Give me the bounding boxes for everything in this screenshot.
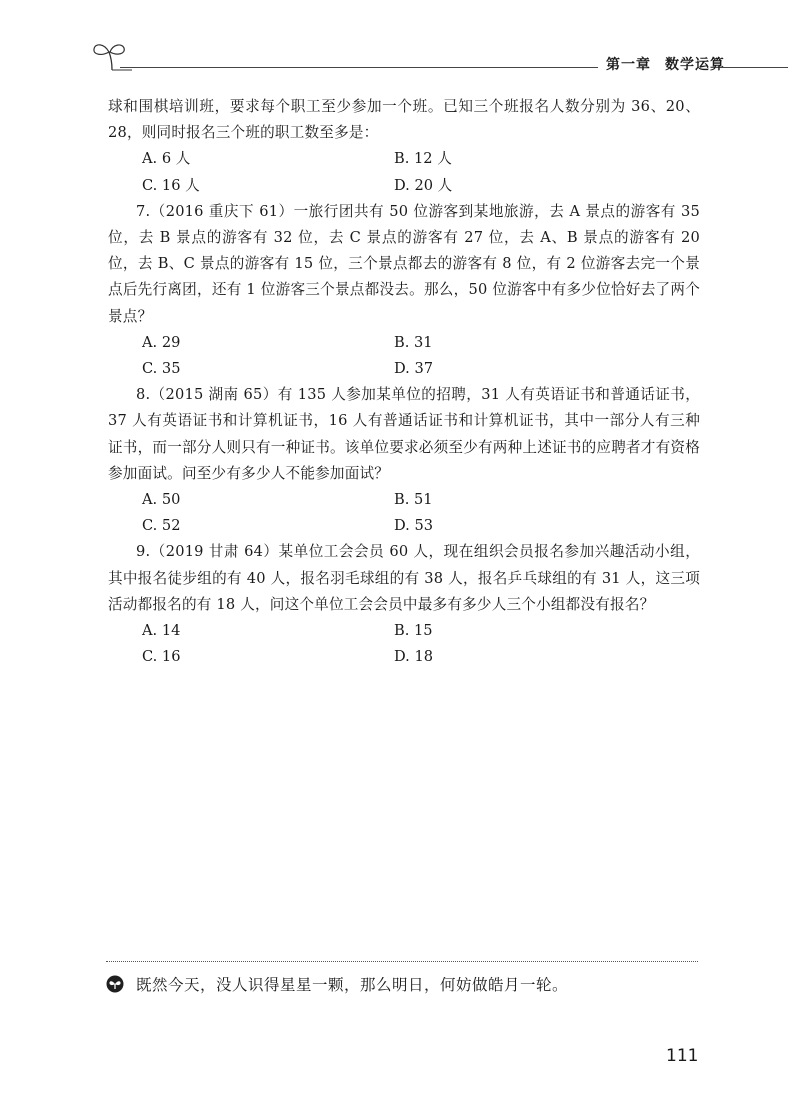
header-rule-right [720,67,788,68]
option-b: B. 31 [394,333,433,351]
option-a: A. 14 [142,622,181,640]
chapter-heading [606,54,725,74]
motivational-quote: 既然今天，没人识得星星一颗，那么明日，何妨做皓月一轮。 [136,976,569,994]
question-8-text: 8.（2015 湖南 65）有 135 人参加某单位的招聘，31 人有英语证书和普通话证书，37 人有英语证书和计算机证书，16 人有普通话证书和计算机证书，其中一部分人有三种证书，而一部分人则只有一种证书。该单位要求必须至少有两种上述证书的应聘者才有资格参加面试。问至少有多少人不能参加面试？ [108,386,700,482]
option-b: B. 51 [394,491,433,509]
question-9-options [142,618,700,670]
question-7-options [142,330,700,382]
option-a: A. 50 [142,491,181,509]
chapter-title: 数学运算 [665,57,725,73]
question-6-continuation: 球和围棋培训班，要求每个职工至少参加一个班。已知三个班报名人数分别为 36、20、28，则同时报名三个班的职工数至多是： [108,98,700,142]
option-b: B. 12 人 [394,150,452,168]
question-9-text: 9.（2019 甘肃 64）某单位工会会员 60 人，现在组织会员报名参加兴趣活动小组，其中报名徒步组的有 40 人，报名羽毛球组的有 38 人，报名乒乓球组的有 31 人，这三项活动都报名的有 18 人，问这个单位工会会员中最多有多少人三个小组都没有报名？ [108,543,700,613]
question-7-text: 7.（2016 重庆下 61）一旅行团共有 50 位游客到某地旅游，去 A 景点的游客有 35 位，去 B 景点的游客有 32 位，去 C 景点的游客有 27 位，去 A、B 景点的游客有 20 位，去 B、C 景点的游客有 15 位，三个景点都去的游客有 8 位，有 2 位游客去完一个景点后先行离团，还有 1 位游客三个景点都没去。那么，50 位游客中有多少位恰好去了两个景点？ [108,202,700,325]
header-rule-left [120,67,598,68]
option-c: C. 35 [142,360,181,378]
footer-quote [106,973,568,995]
option-c: C. 16 人 [142,176,200,194]
page-header [92,40,788,72]
chapter-number: 第一章 [606,57,651,73]
option-d: D. 20 人 [394,176,453,194]
footer-divider [106,961,698,962]
option-c: C. 16 [142,648,181,666]
sprout-badge-icon [106,975,124,993]
option-a: A. 29 [142,333,181,351]
option-d: D. 18 [394,648,434,666]
page-content [108,94,700,670]
page-number: 111 [666,1046,699,1066]
option-a: A. 6 人 [142,150,191,168]
question-8-options [142,487,700,539]
question-6-options [142,146,700,198]
option-d: D. 37 [394,360,434,378]
option-d: D. 53 [394,517,434,535]
option-c: C. 52 [142,517,181,535]
option-b: B. 15 [394,622,433,640]
